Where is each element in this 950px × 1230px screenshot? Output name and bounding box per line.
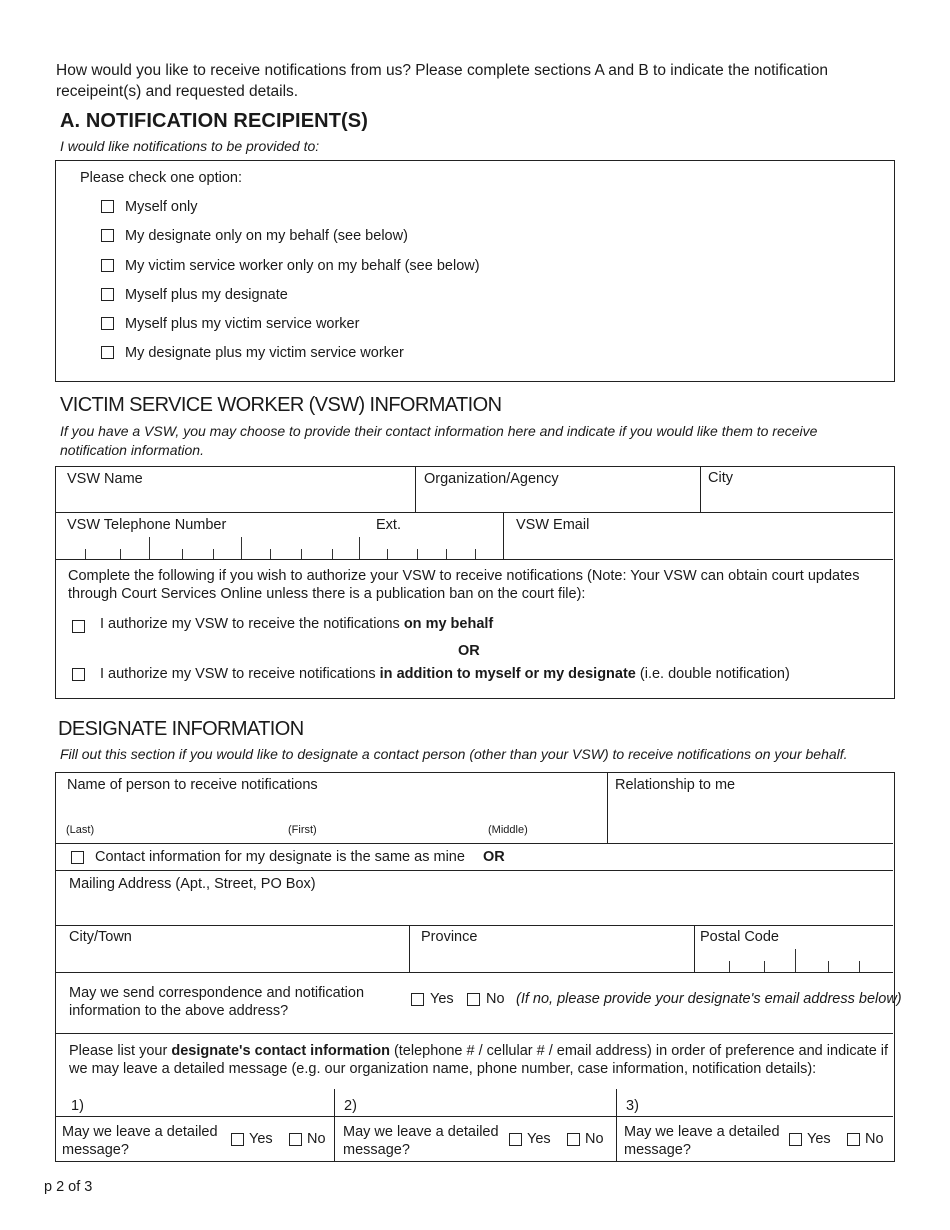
no-email-note: (If no, please provide your designate's email address below) xyxy=(516,991,902,1007)
option-label: I authorize my VSW to receive notifications in addition to myself or my designate (i.e. double notification) xyxy=(100,666,790,682)
mailing-address-label: Mailing Address (Apt., Street, PO Box) xyxy=(69,876,316,892)
option-label: My designate plus my victim service worker xyxy=(125,345,404,361)
intro-text: How would you like to receive notifications from us? Please complete sections A and B to indicate the notification receipeint(s) and requested details. xyxy=(56,62,828,100)
checkbox[interactable] xyxy=(567,1133,580,1146)
vsw-email-input[interactable] xyxy=(504,513,893,559)
checkbox[interactable] xyxy=(72,668,85,681)
vsw-email-label: VSW Email xyxy=(516,517,590,533)
contact-3-input[interactable] xyxy=(617,1089,893,1116)
contact-1-input[interactable] xyxy=(56,1089,334,1116)
option-label: No xyxy=(307,1131,326,1147)
checkbox[interactable] xyxy=(101,229,114,242)
vsw-name-input[interactable] xyxy=(56,467,415,512)
contact-info-instructions: Please list your designate's contact information (telephone # / cellular # / email address) in order of preference and indicate if we may leave a detailed message (e.g. our organization name, phone number, case information, notification details): xyxy=(69,1043,889,1077)
relationship-input[interactable] xyxy=(608,773,893,843)
checkbox[interactable] xyxy=(72,620,85,633)
vsw-ext-label: Ext. xyxy=(376,517,401,533)
vsw-city-label: City xyxy=(708,470,733,486)
option-label: Yes xyxy=(807,1131,831,1147)
checkbox[interactable] xyxy=(289,1133,302,1146)
option-label: Myself plus my victim service worker xyxy=(125,316,360,332)
checkbox[interactable] xyxy=(467,993,480,1006)
correspondence-question: May we send correspondence and notification information to the above address? xyxy=(69,985,365,1019)
or-divider: OR xyxy=(483,849,505,865)
checkbox[interactable] xyxy=(101,317,114,330)
option-label: I authorize my VSW to receive the notifications on my behalf xyxy=(100,616,494,632)
postal-code-label: Postal Code xyxy=(700,929,779,945)
province-input[interactable] xyxy=(410,926,694,972)
vsw-info-box xyxy=(55,466,895,699)
first-name-caption: (First) xyxy=(288,824,317,836)
checkbox[interactable] xyxy=(101,346,114,359)
vsw-telephone-input[interactable] xyxy=(56,513,503,559)
vsw-name-label: VSW Name xyxy=(67,471,143,487)
option-label: No xyxy=(865,1131,884,1147)
middle-name-caption: (Middle) xyxy=(488,824,528,836)
checkbox[interactable] xyxy=(411,993,424,1006)
checkbox[interactable] xyxy=(789,1133,802,1146)
checkbox[interactable] xyxy=(101,259,114,272)
checkbox[interactable] xyxy=(231,1133,244,1146)
designate-name-label: Name of person to receive notifications xyxy=(67,777,318,793)
designate-section-subtitle: Fill out this section if you would like to designate a contact person (other than your VSW) to receive notifications on your behalf. xyxy=(60,746,848,762)
vsw-organization-label: Organization/Agency xyxy=(424,471,559,487)
contact-2-question: May we leave a detailed message? xyxy=(343,1124,499,1158)
recipient-prompt: Please check one option: xyxy=(80,170,243,186)
mailing-address-input[interactable] xyxy=(56,871,893,925)
checkbox[interactable] xyxy=(847,1133,860,1146)
option-label: Yes xyxy=(527,1131,551,1147)
contact-2-input[interactable] xyxy=(335,1089,616,1116)
vsw-section-subtitle: If you have a VSW, you may choose to provide their contact information here and indicate if you would like them to receive notification information. xyxy=(60,423,818,458)
vsw-organization-input[interactable] xyxy=(416,467,700,512)
last-name-caption: (Last) xyxy=(66,824,95,836)
option-label: Myself only xyxy=(125,199,198,215)
city-town-label: City/Town xyxy=(69,929,132,945)
contact-3-number: 3) xyxy=(626,1098,639,1114)
option-label: My designate only on my behalf (see below) xyxy=(125,228,408,244)
option-label: No xyxy=(486,991,505,1007)
vsw-authorize-instructions: Complete the following if you wish to authorize your VSW to receive notifications (Note: Your VSW can obtain court updates through Court Services Online unless there is a publication ban on the court file): xyxy=(68,568,860,602)
contact-1-question: May we leave a detailed message? xyxy=(62,1124,218,1158)
vsw-section-title: VICTIM SERVICE WORKER (VSW) INFORMATION xyxy=(60,394,502,416)
option-label: Myself plus my designate xyxy=(125,287,288,303)
section-a-title: A. NOTIFICATION RECIPIENT(S) xyxy=(60,110,368,132)
vsw-telephone-label: VSW Telephone Number xyxy=(67,517,227,533)
postal-code-input[interactable] xyxy=(695,926,893,972)
option-label: No xyxy=(585,1131,604,1147)
option-label: Contact information for my designate is the same as mine xyxy=(95,849,465,865)
page-number: p 2 of 3 xyxy=(44,1179,93,1195)
designate-section-title: DESIGNATE INFORMATION xyxy=(58,718,304,740)
option-label: My victim service worker only on my behalf (see below) xyxy=(125,258,480,274)
province-label: Province xyxy=(421,929,478,945)
city-town-input[interactable] xyxy=(56,926,409,972)
contact-1-number: 1) xyxy=(71,1098,84,1114)
or-divider: OR xyxy=(458,643,480,659)
option-label: Yes xyxy=(249,1131,273,1147)
checkbox[interactable] xyxy=(509,1133,522,1146)
checkbox[interactable] xyxy=(101,200,114,213)
relationship-label: Relationship to me xyxy=(615,777,736,793)
contact-2-number: 2) xyxy=(344,1098,357,1114)
contact-3-question: May we leave a detailed message? xyxy=(624,1124,780,1158)
checkbox[interactable] xyxy=(101,288,114,301)
option-label: Yes xyxy=(430,991,454,1007)
vsw-city-input[interactable] xyxy=(701,467,893,512)
section-a-subtitle: I would like notifications to be provided to: xyxy=(60,138,320,154)
recipient-options-box xyxy=(55,160,895,382)
checkbox[interactable] xyxy=(71,851,84,864)
designate-info-box xyxy=(55,772,902,1162)
